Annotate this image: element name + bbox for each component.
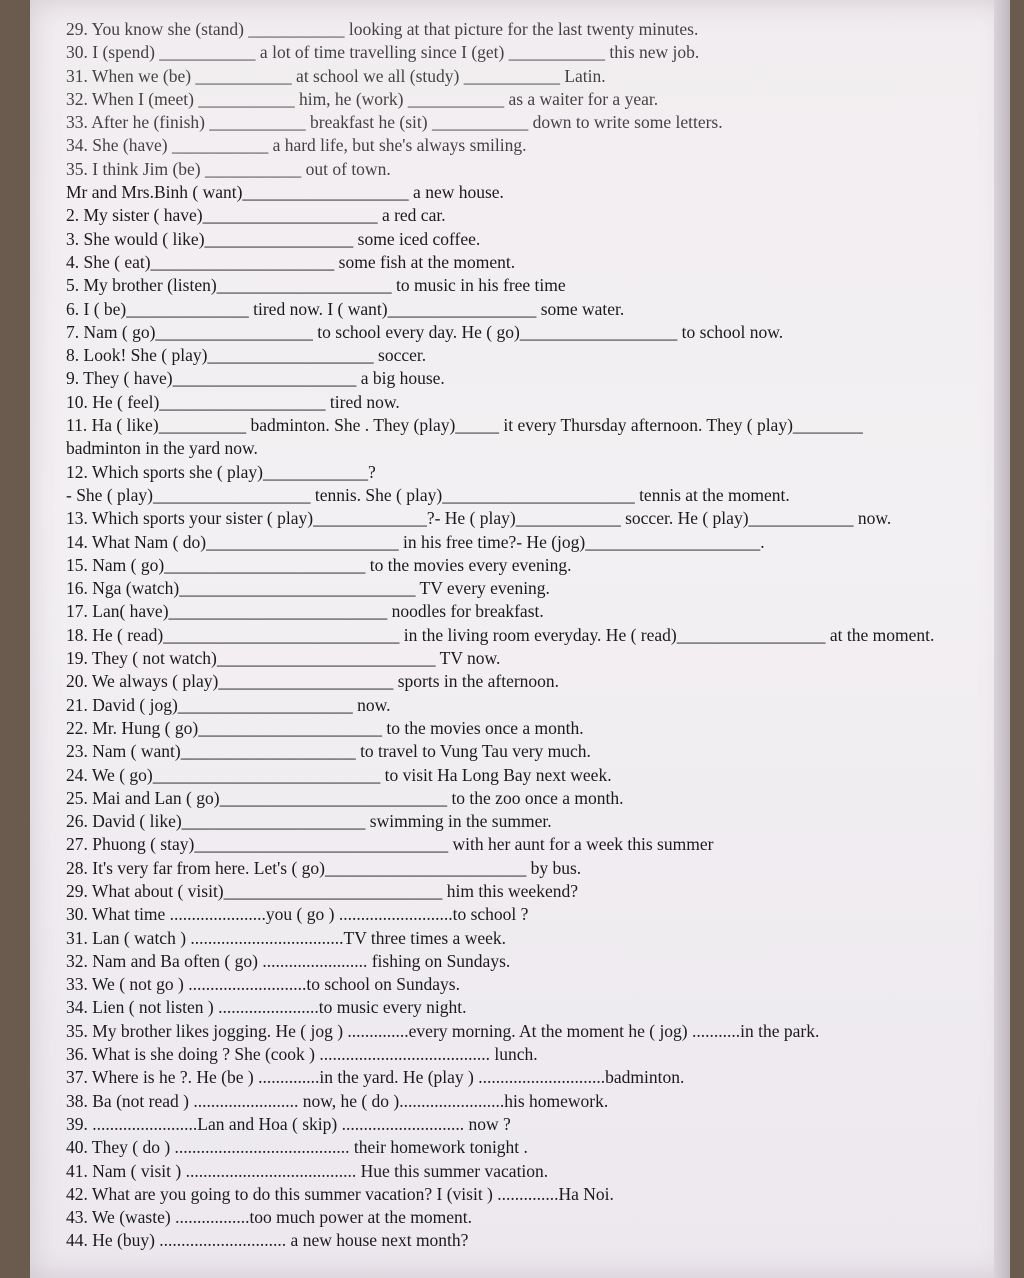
exercise-text: 2. My sister ( have)____________________ a red car. [66, 205, 446, 226]
exercise-text: 7. Nam ( go)__________________ to school every day. He ( go)__________________ to school now. [66, 321, 784, 342]
exercise-text: 41. Nam ( visit ) ....................................... Hue this summer vacation. [66, 1160, 549, 1181]
exercise-text: 25. Mai and Lan ( go)__________________________ to the zoo once a month. [66, 787, 624, 808]
exercise-text: 29. You know she (stand) ___________ looking at that picture for the last twenty minutes. [66, 19, 699, 39]
exercise-text: 32. Nam and Ba often ( go) ........................ fishing on Sundays. [66, 950, 511, 971]
exercise-text: 22. Mr. Hung ( go)_____________________ to the movies once a month. [66, 717, 584, 738]
exercise-text: 18. He ( read)___________________________ in the living room everyday. He ( read)_________________ at the moment. [66, 624, 935, 645]
exercise-text: 10. He ( feel)___________________ tired now. [66, 391, 400, 412]
exercise-text: 8. Look! She ( play)___________________ soccer. [66, 345, 427, 366]
exercise-line [66, 810, 986, 833]
exercise-text: 33. After he (finish) ___________ breakfast he (sit) ___________ down to write some letters. [66, 112, 723, 133]
exercise-text: 12. Which sports she ( play)____________? [66, 461, 376, 482]
exercise-line [66, 204, 986, 227]
exercise-text: 28. It's very far from here. Let's ( go)_______________________ by bus. [66, 857, 582, 878]
exercise-list [66, 18, 986, 1253]
exercise-text: 6. I ( be)______________ tired now. I ( want)_________________ some water. [66, 298, 625, 319]
exercise-text: 9. They ( have)_____________________ a big house. [66, 368, 445, 389]
exercise-text: 4. She ( eat)_____________________ some fish at the moment. [66, 251, 516, 272]
exercise-line [66, 367, 986, 390]
exercise-line [66, 507, 986, 530]
exercise-line [66, 18, 986, 41]
exercise-text: 35. My brother likes jogging. He ( jog ) ..............every morning. At the moment he ( jog) ...........in the park. [66, 1020, 820, 1041]
exercise-line [66, 647, 986, 670]
exercise-text: 31. Lan ( watch ) ...................................TV three times a week. [66, 927, 506, 948]
exercise-line [66, 65, 986, 88]
exercise-line [66, 391, 986, 414]
exercise-line [66, 531, 986, 554]
exercise-text: 24. We ( go)__________________________ to visit Ha Long Bay next week. [66, 764, 612, 785]
exercise-line [66, 321, 986, 344]
exercise-text: 13. Which sports your sister ( play)_____________?- He ( play)____________ soccer. He ( play)____________ now. [66, 508, 892, 529]
exercise-text: 40. They ( do ) ........................................ their homework tonight . [66, 1137, 528, 1158]
exercise-line [66, 903, 986, 926]
exercise-line [66, 1206, 986, 1229]
exercise-line [66, 437, 986, 460]
exercise-line [66, 950, 986, 973]
exercise-line [66, 670, 986, 693]
exercise-line [66, 158, 986, 181]
exercise-text: 31. When we (be) ___________ at school we all (study) ___________ Latin. [66, 65, 606, 86]
exercise-text: 15. Nam ( go)_______________________ to the movies every evening. [66, 554, 572, 575]
exercise-line [66, 41, 986, 64]
exercise-text: 20. We always ( play)____________________ sports in the afternoon. [66, 671, 560, 692]
exercise-text: 11. Ha ( like)__________ badminton. She . They (play)_____ it every Thursday afternoon. They ( play)________ [66, 415, 863, 436]
exercise-line [66, 600, 986, 623]
exercise-text: 23. Nam ( want)____________________ to travel to Vung Tau very much. [66, 741, 591, 762]
exercise-line [66, 857, 986, 880]
exercise-text: 38. Ba (not read ) ........................ now, he ( do )........................his homework. [66, 1090, 609, 1111]
exercise-text: 27. Phuong ( stay)_____________________________ with her aunt for a week this summer [66, 834, 714, 855]
exercise-line [66, 274, 986, 297]
exercise-line [66, 251, 986, 274]
exercise-line [66, 484, 986, 507]
exercise-line [66, 414, 986, 437]
exercise-text: 30. What time ......................you ( go ) ..........................to school ? [66, 904, 529, 925]
exercise-text: 26. David ( like)_____________________ swimming in the summer. [66, 811, 552, 832]
exercise-line [66, 764, 986, 787]
exercise-line [66, 1183, 986, 1206]
exercise-line [66, 344, 986, 367]
exercise-line [66, 134, 986, 157]
exercise-text: 16. Nga (watch)___________________________ TV every evening. [66, 578, 550, 599]
exercise-line [66, 461, 986, 484]
exercise-line [66, 1020, 986, 1043]
exercise-line [66, 740, 986, 763]
exercise-line [66, 298, 986, 321]
exercise-line [66, 880, 986, 903]
exercise-line [66, 1090, 986, 1113]
exercise-line [66, 1160, 986, 1183]
exercise-line [66, 1043, 986, 1066]
worksheet-page [30, 0, 1010, 1278]
exercise-line [66, 554, 986, 577]
exercise-line [66, 228, 986, 251]
exercise-text: Mr and Mrs.Binh ( want)___________________ a new house. [66, 182, 504, 203]
exercise-line [66, 181, 986, 204]
exercise-line [66, 717, 986, 740]
exercise-text: - She ( play)__________________ tennis. She ( play)______________________ tennis at the moment. [66, 484, 790, 505]
page-edge [994, 0, 1010, 1278]
exercise-text: 3. She would ( like)_________________ some iced coffee. [66, 228, 481, 249]
exercise-line [66, 996, 986, 1019]
exercise-text: 32. When I (meet) ___________ him, he (work) ___________ as a waiter for a year. [66, 88, 659, 109]
exercise-text: 19. They ( not watch)_________________________ TV now. [66, 648, 501, 669]
exercise-line [66, 577, 986, 600]
exercise-text: 21. David ( jog)____________________ now. [66, 694, 391, 715]
exercise-line [66, 111, 986, 134]
exercise-line [66, 1066, 986, 1089]
exercise-text: badminton in the yard now. [66, 438, 258, 459]
exercise-text: 29. What about ( visit)_________________________ him this weekend? [66, 880, 578, 901]
exercise-line [66, 833, 986, 856]
exercise-text: 44. He (buy) ............................. a new house next month? [66, 1230, 469, 1251]
exercise-text: 30. I (spend) ___________ a lot of time travelling since I (get) ___________ this new job. [66, 42, 700, 63]
exercise-text: 39. ........................Lan and Hoa ( skip) ............................ now ? [66, 1113, 511, 1134]
exercise-text: 42. What are you going to do this summer vacation? I (visit ) ..............Ha Noi. [66, 1183, 614, 1204]
exercise-line [66, 1136, 986, 1159]
exercise-text: 17. Lan( have)_________________________ noodles for breakfast. [66, 601, 544, 622]
exercise-line [66, 787, 986, 810]
exercise-line [66, 88, 986, 111]
exercise-line [66, 624, 986, 647]
exercise-text: 37. Where is he ?. He (be ) ..............in the yard. He (play ) .............................badminton. [66, 1067, 685, 1088]
exercise-line [66, 694, 986, 717]
exercise-text: 34. Lien ( not listen ) .......................to music every night. [66, 997, 467, 1018]
exercise-line [66, 1229, 986, 1252]
exercise-text: 14. What Nam ( do)______________________ in his free time?- He (jog)____________________. [66, 531, 765, 552]
exercise-text: 5. My brother (listen)____________________ to music in his free time [66, 275, 566, 296]
exercise-line [66, 1113, 986, 1136]
exercise-text: 35. I think Jim (be) ___________ out of town. [66, 158, 391, 179]
exercise-text: 36. What is she doing ? She (cook ) ....................................... lunch. [66, 1044, 538, 1065]
exercise-line [66, 927, 986, 950]
exercise-text: 43. We (waste) .................too much power at the moment. [66, 1207, 473, 1228]
exercise-text: 33. We ( not go ) ...........................to school on Sundays. [66, 974, 460, 995]
exercise-text: 34. She (have) ___________ a hard life, but she's always smiling. [66, 135, 527, 156]
exercise-line [66, 973, 986, 996]
